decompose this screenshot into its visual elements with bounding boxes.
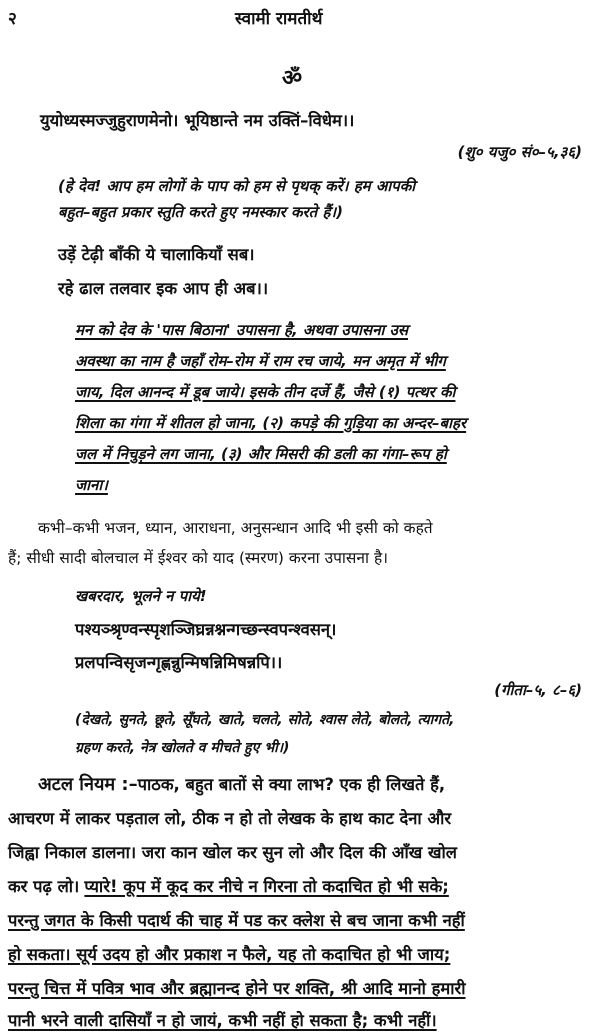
definition-line: शिला का गंगा में शीतल हो जाना, (२) कपड़े की गुड़िया का अन्दर–बाहर xyxy=(75,414,467,432)
couplet-line: रहे ढाल तलवार इक आप ही अब।। xyxy=(58,279,269,298)
warning-line: खबरदार, भूलने न पाये! xyxy=(75,587,207,605)
running-title: स्वामी रामतीर्थ xyxy=(235,9,323,29)
verse-line: प्रलपन्विसृजन्गृह्णन्नुन्मिषन्निमिषन्नपि।। xyxy=(75,653,283,672)
translation-line: (हे देव! आप हम लोगों के पाप को हम से पृथक् करें। हम आपकी xyxy=(58,177,416,195)
couplet-line: उड़ें टेढ़ी बाँकी ये चालाकियाँ सब। xyxy=(58,245,255,264)
rule-line: आचरण में लाकर पड़ताल लो, ठीक न हो तो लेखक के हाथ काट देना और xyxy=(8,809,452,828)
gita-translation-line: ग्रहण करते, नेत्र खोलते व मीचते हुए भी।) xyxy=(75,740,290,756)
gita-translation-line: (देखते, सुनते, छूते, सूँघते, खाते, चलते, सोते, श्वास लेते, बोलते, त्यागते, xyxy=(75,712,455,728)
rule-emphasis-line: हो सकता। सूर्य उदय हो और प्रकाश न फैले, यह तो कदाचित हो भी जाय; xyxy=(8,945,451,964)
definition-line: अवस्था का नाम है जहाँ रोम–रोम में राम रच जाये, मन अमृत में भीग xyxy=(75,352,446,370)
om-symbol: ॐ xyxy=(282,66,303,91)
translation-line: बहुत–बहुत प्रकार स्तुति करते हुए नमस्कार करते हैं।) xyxy=(58,203,343,221)
rule-emphasis-line: परन्तु जगत के किसी पदार्थ की चाह में पड कर क्लेश से बच जाना कभी नहीं xyxy=(8,911,465,930)
mantra-reference: (शु० यजु० सं०–५,३६) xyxy=(457,143,582,161)
rule-line: पाठक, बहुत बातों से क्या लाभ? एक ही लिखते हैं, xyxy=(137,775,446,794)
definition-line: जल में निचुड़ने लग जाना, (३) और मिसरी की डली का गंगा–रूप हो xyxy=(75,445,447,463)
definition-line: जाना। xyxy=(75,476,108,494)
rule-emphasis-line: पानी भरने वाली दासियाँ न हो जायं, कभी नहीं हो सकता है; कभी नहीं। xyxy=(8,1011,437,1030)
rule-emphasis-line: परन्तु चित्त में पवित्र भाव और ब्रह्मानन्द होने पर शक्ति, श्री आदि मानो हमारी xyxy=(8,979,466,998)
rule-heading: अटल नियम :– xyxy=(38,774,138,795)
rule-line: कर पढ़ लो। xyxy=(8,877,80,896)
mantra-text: युयोध्यस्मज्जुहुराणमेनो। भूयिष्ठान्ते नम उक्तिं–विधेम।। xyxy=(40,111,355,130)
definition-line: मन को देव के 'पास बिठाना' उपासना है, अथवा उपासना उस xyxy=(75,321,408,339)
rule-emphasis-line: प्यारे! कूप में कूद कर नीचे न गिरना तो कदाचित हो भी सके; xyxy=(84,877,449,896)
verse-line: पश्यञ्श्रृण्वन्स्पृशञ्जिघ्रन्नश्नन्गच्छन्स्वपन्श्वसन्। xyxy=(75,620,337,639)
page-number: २ xyxy=(8,9,17,29)
rule-first-line xyxy=(38,772,588,796)
rule-line-mixed xyxy=(8,874,449,897)
practice-line: हैं; सीधी सादी बोलचाल में ईश्वर को याद (स्मरण) करना उपासना है। xyxy=(8,549,389,567)
gita-reference: (गीता–५, ८–६) xyxy=(494,681,582,699)
practice-line: कभी–कभी भजन, ध्यान, आराधना, अनुसन्धान आदि भी इसी को कहते xyxy=(38,519,433,537)
rule-line: जिह्वा निकाल डालना। जरा कान खोल कर सुन लो और दिल की आँख खोल xyxy=(8,843,457,862)
definition-line: जाय, दिल आनन्द में डूब जाये। इसके तीन दर्जे हैं, जैसे (१) पत्थर की xyxy=(75,383,456,401)
